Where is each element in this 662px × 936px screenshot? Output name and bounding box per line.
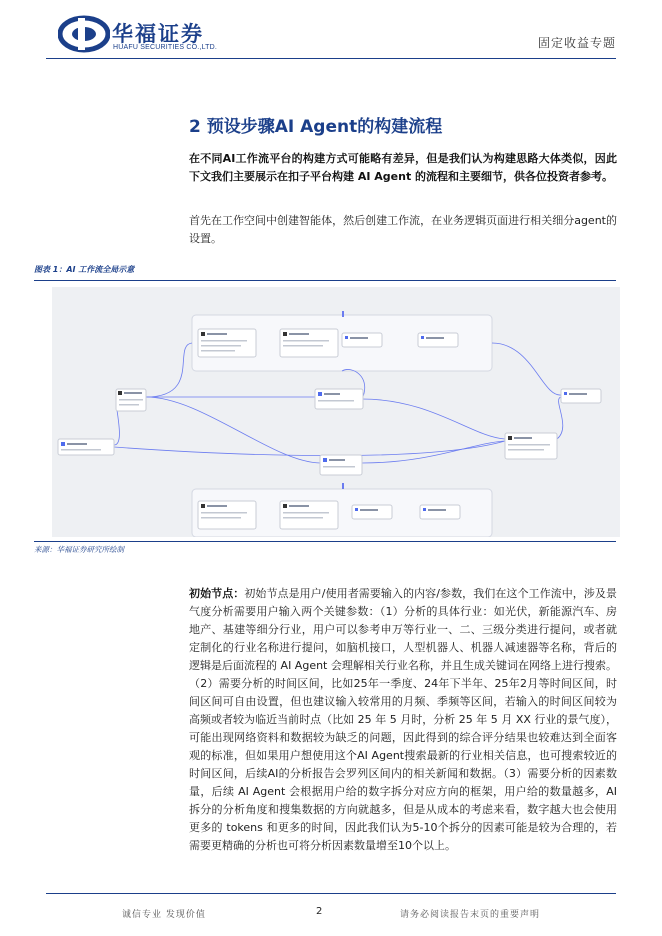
lower-agent-node-2 <box>280 501 338 529</box>
huafu-logo-icon <box>58 14 110 54</box>
initial-node-text: 初始节点是用户/使用者需要输入的内容/参数，我们在这个工作流中，涉及景气度分析需要用户输入两个关键参数：（1）分析的具体行业：如光伏，新能源汽车、房地产、基建等细分行业，用户可以参考申万等行业一、二、三级分类进行提问，或者就定制化的行业名称进行提问，如脑机接口，人型机器人、机器人减速器等名称，背后的逻辑是后面流程的 AI Agent 会理解相关行业名称，并且生成关键词在网络上进行搜索。（2）需要分析的时间区间，比如25年一季度、24年下半年、25年2月等时间区间，时间区间可自由设置，但也建议输入较常用的月频、季频等区间，若输入的时间区间较为高频或者较为临近当前时点（比如 25 年 5 月时，分析 25 年 5 月 XX 行业的景气度），可能出现网络资料和数据较为缺乏的问题，因此得到的综合评分结果也较难达到全面客观的标准，但如果用户想使用这个AI Agent搜索最新的行业相关信息，也可搜索较近的时间区间，后续AI的分析报告会罗列区间内的相关新闻和数据。（3）需要分析的因素数量，后续 AI Agent 会根据用户给的数字拆分对应方向的框架，用户给的数量越多，AI 拆分的分析角度和搜集数据的方向就越多，但是从成本的考虑来看，数字越大也会使用更多的 tokens 和更多的时间，因此我们认为5-10个拆分的因素可能是较为合理的，若需要更精确的分析也可将分析因素数量增至10个以上。 <box>189 587 618 852</box>
workflow-diagram <box>52 287 620 537</box>
section-lead: 在不同AI工作流平台的构建方式可能略有差异，但是我们认为构建思路大体类似，因此下文我们主要展示在扣子平台构建 AI Agent 的流程和主要细节，供各位投资者参考。 <box>189 152 617 183</box>
footer-slogan: 诚信专业 发现价值 <box>122 910 206 920</box>
footer-disclaimer: 请务必阅读报告末页的重要声明 <box>400 910 541 920</box>
initial-node-paragraph <box>189 585 617 855</box>
intent-node <box>116 389 146 411</box>
footer-divider <box>46 893 616 894</box>
lower-agent-node-4 <box>420 505 460 519</box>
figure-source: 来源：华福证券研究所绘制 <box>34 545 124 554</box>
section-intro-paragraph: 首先在工作空间中创建智能体，然后创建工作流，在业务逻辑页面进行相关细分agent的设置。 <box>189 214 617 245</box>
upper-agent-node-3 <box>342 333 382 347</box>
brand-logo <box>58 12 238 56</box>
lower-agent-node-1 <box>198 501 256 529</box>
brand-name-cn: 华福证券 <box>112 21 204 46</box>
lower-agent-node-3 <box>352 505 392 519</box>
brand-name-en: HUAFU SECURITIES CO.,LTD. <box>113 44 218 51</box>
middle-node-2 <box>320 455 362 475</box>
header-divider <box>46 58 616 59</box>
aggregate-node <box>505 433 557 459</box>
initial-node-label: 初始节点： <box>189 587 245 600</box>
section-title: 2 预设步骤AI Agent的构建流程 <box>189 117 443 137</box>
workflow-canvas-image <box>52 287 620 537</box>
figure-top-divider <box>34 280 616 281</box>
report-type-label: 固定收益专题 <box>537 36 616 50</box>
middle-node-1 <box>315 389 363 409</box>
upper-agent-node-4 <box>418 333 458 347</box>
figure-title: 图表 1：AI 工作流全局示意 <box>34 265 135 274</box>
page-number: 2 <box>316 906 323 917</box>
figure-bottom-divider <box>34 541 616 542</box>
upper-agent-node-2 <box>280 329 338 357</box>
end-node <box>561 389 601 403</box>
upper-agent-node-1 <box>198 329 256 357</box>
start-node <box>58 439 114 455</box>
